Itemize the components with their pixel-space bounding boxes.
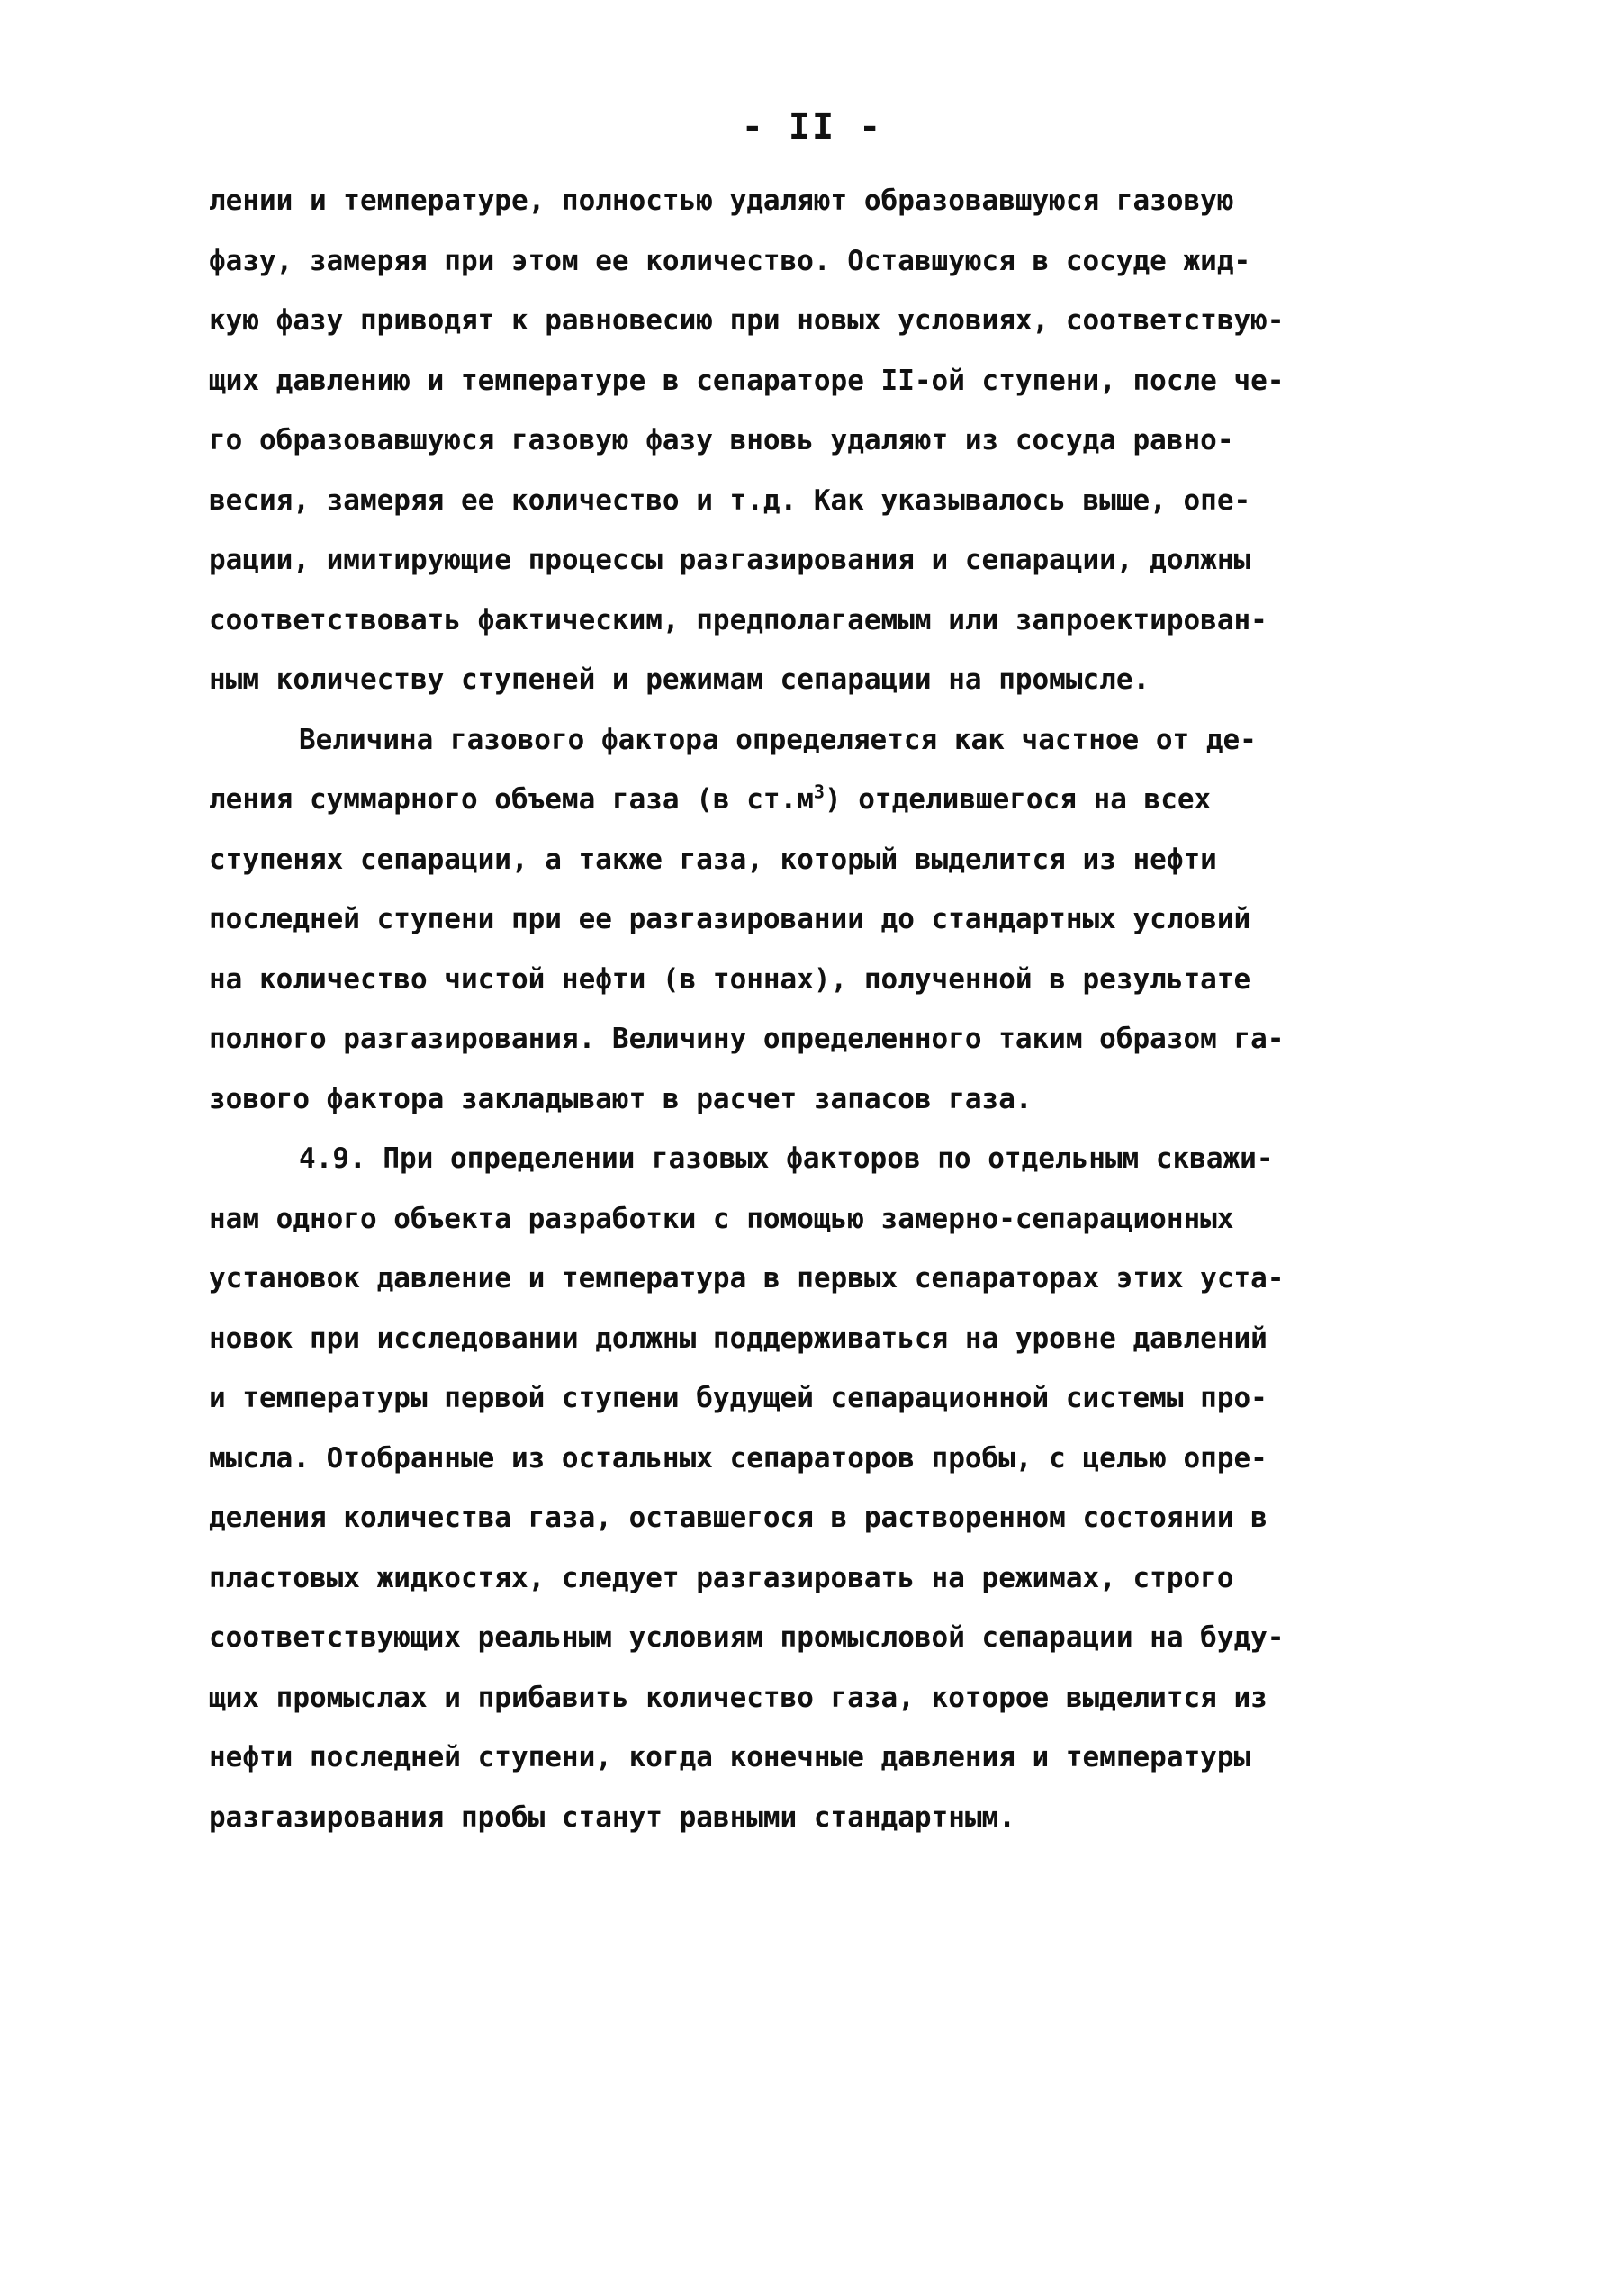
body-text: [209, 171, 1433, 1847]
paragraph-3: [209, 1129, 1433, 1847]
text-line: на количество чистой нефти (в тоннах), полученной в результате: [209, 962, 1251, 996]
text-line: разгазирования пробы станут равными стандартным.: [209, 1800, 1015, 1834]
text-line: 4.9. При определении газовых факторов по отдельным скважи-: [299, 1142, 1274, 1175]
text-line: и температуры первой ступени будущей сепарационной системы про-: [209, 1382, 1268, 1414]
text-line: нефти последней ступени, когда конечные давления и температуры: [209, 1741, 1251, 1773]
page-number: - II -: [741, 106, 883, 148]
text-line: установок давление и температура в первых сепараторах этих уста-: [209, 1262, 1285, 1295]
text-line: пластовых жидкостях, следует разгазировать на режимах, строго: [209, 1561, 1234, 1594]
text-line: щих давлению и температуре в сепараторе II-ой ступени, после че-: [209, 364, 1285, 397]
text-line: весия, замеряя ее количество и т.д. Как указывалось выше, опе-: [209, 483, 1251, 517]
text-line-with-superscript: [209, 770, 1433, 830]
text-line: мысла. Отобранные из остальных сепараторов пробы, с целью опре-: [209, 1441, 1268, 1475]
paragraph-2: [209, 710, 1433, 1130]
text-line: щих промыслах и прибавить количество газа, которое выделится из: [209, 1681, 1268, 1714]
superscript-exponent: 3: [813, 781, 825, 803]
text-line: ступенях сепарации, а также газа, который выделится из нефти: [209, 843, 1217, 876]
text-line: соответствовать фактическим, предполагаемым или запроектирован-: [209, 603, 1268, 636]
text-line: полного разгазирования. Величину определенного таким образом га-: [209, 1023, 1285, 1055]
text-line: Величина газового фактора определяется как частное от де-: [299, 723, 1257, 756]
text-line: зового фактора закладывают в расчет запасов газа.: [209, 1082, 1033, 1115]
text-line: рации, имитирующие процессы разгазирования и сепарации, должны: [209, 544, 1251, 576]
text-line: нам одного объекта разработки с помощью замерно-сепарационных: [209, 1202, 1234, 1235]
text-line: деления количества газа, оставшегося в растворенном состоянии в: [209, 1502, 1268, 1534]
text-line: последней ступени при ее разгазировании до стандартных условий: [209, 903, 1251, 935]
line-head: ления суммарного объема газа (в ст.м: [209, 783, 814, 816]
text-line: ным количеству ступеней и режимам сепарации на промысле.: [209, 663, 1150, 696]
paragraph-1: [209, 171, 1433, 710]
text-line: лении и температуре, полностью удаляют образовавшуюся газовую: [209, 185, 1234, 217]
text-line: фазу, замеряя при этом ее количество. Оставшуюся в сосуде жид-: [209, 244, 1251, 277]
text-line: соответствующих реальным условиям промысловой сепарации на буду-: [209, 1621, 1285, 1654]
text-line: новок при исследовании должны поддерживаться на уровне давлений: [209, 1322, 1268, 1355]
text-line: кую фазу приводят к равновесию при новых условиях, соответствую-: [209, 304, 1285, 337]
text-line: го образовавшуюся газовую фазу вновь удаляют из сосуда равно-: [209, 424, 1234, 456]
line-tail: ) отделившегося на всех: [824, 783, 1212, 816]
